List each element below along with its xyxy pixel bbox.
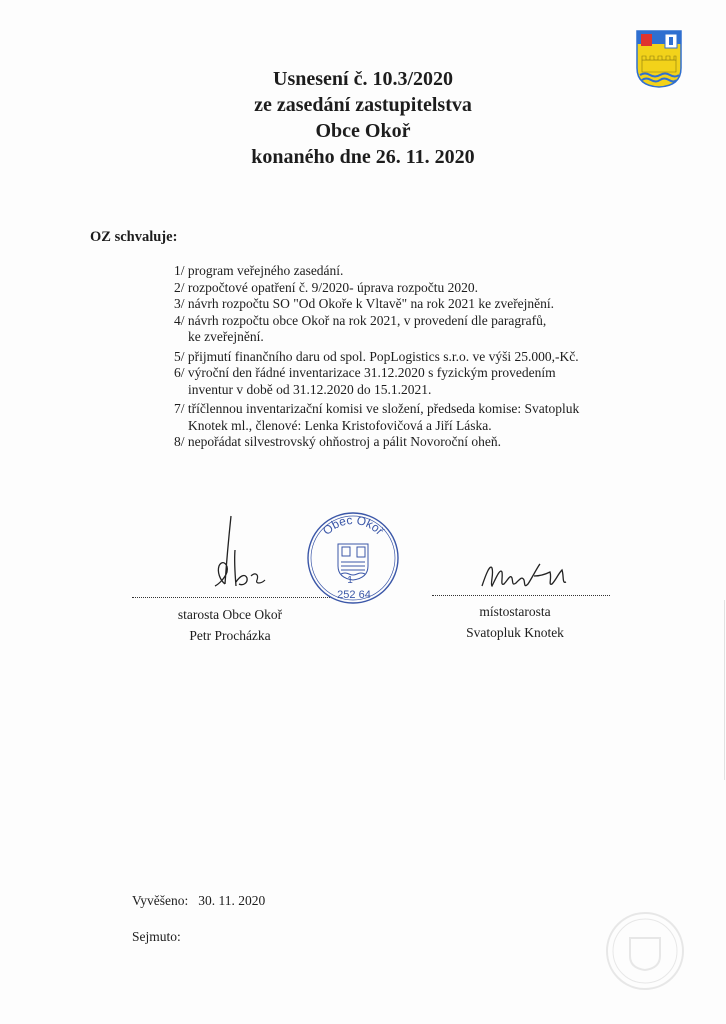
stamp-text: Obec Okoř: [319, 512, 387, 538]
stamp-number: 1: [347, 575, 353, 586]
resolution-item-7-continued: Knotek ml., členové: Lenka Kristofovičová a Jiří Láska.: [188, 417, 492, 433]
mayor-signature: [205, 510, 275, 600]
resolution-item-6: 6/ výroční den řádné inventarizace 31.12.2020 s fyzickým provedením: [174, 365, 556, 380]
deputy-signature-caption: [440, 601, 590, 643]
mayor-name: Petr Procházka: [189, 628, 271, 643]
deputy-name: Svatopluk Knotek: [466, 625, 564, 640]
svg-text:Obec Okoř: [320, 513, 387, 539]
deputy-signature-line: [432, 595, 610, 596]
resolution-item-1: 1/ program veřejného zasedání.: [174, 263, 344, 278]
resolution-item-3: 3/ návrh rozpočtu SO "Od Okoře k Vltavě" na rok 2021 ke zveřejnění.: [174, 296, 555, 311]
approves-heading: OZ schvaluje:: [90, 229, 178, 245]
resolution-list: [174, 263, 634, 451]
title-line-3: Obce Okoř: [315, 120, 411, 142]
posted-date: 30. 11. 2020: [198, 893, 266, 908]
mayor-signature-caption: [155, 604, 305, 646]
resolution-item-8: 8/ nepořádat silvestrovský ohňostroj a pálit Novoroční oheň.: [174, 434, 501, 449]
title-line-2: ze zasedání zastupitelstva: [254, 94, 472, 116]
document-title: [0, 66, 726, 170]
mayor-role: starosta Obce Okoř: [177, 607, 283, 622]
resolution-item-5: 5/ přijmutí finančního daru od spol. PopLogistics s.r.o. ve výši 25.000,-Kč.: [174, 348, 579, 364]
resolution-item-4-continued: ke zveřejnění.: [188, 329, 264, 344]
posted-label: Vyvěšeno:: [132, 893, 189, 908]
title-line-4: konaného dne 26. 11. 2020: [251, 146, 475, 168]
deputy-role: místostarosta: [479, 604, 551, 619]
posted-row: [132, 893, 265, 909]
embossed-seal-icon: [604, 910, 686, 992]
resolution-item-4: 4/ návrh rozpočtu obce Okoř na rok 2021, v provedení dle paragrafů,: [174, 312, 547, 328]
removed-label: Sejmuto:: [132, 929, 181, 944]
title-line-1: Usnesení č. 10.3/2020: [273, 68, 453, 90]
mayor-signature-line: [132, 597, 330, 598]
resolution-item-7: 7/ tříčlennou inventarizační komisi ve složení, předseda komise: Svatopluk: [174, 401, 580, 416]
resolution-item-6-continued: inventur v době od 31.12.2020 do 15.1.2021.: [188, 381, 432, 397]
stamp-postal-code: 252 64: [337, 589, 371, 601]
resolution-item-2: 2/ rozpočtové opatření č. 9/2020- úprava rozpočtu 2020.: [174, 279, 479, 295]
removed-row: [132, 929, 181, 945]
page-edge-shadow: [724, 600, 725, 780]
deputy-mayor-signature: [478, 556, 578, 596]
